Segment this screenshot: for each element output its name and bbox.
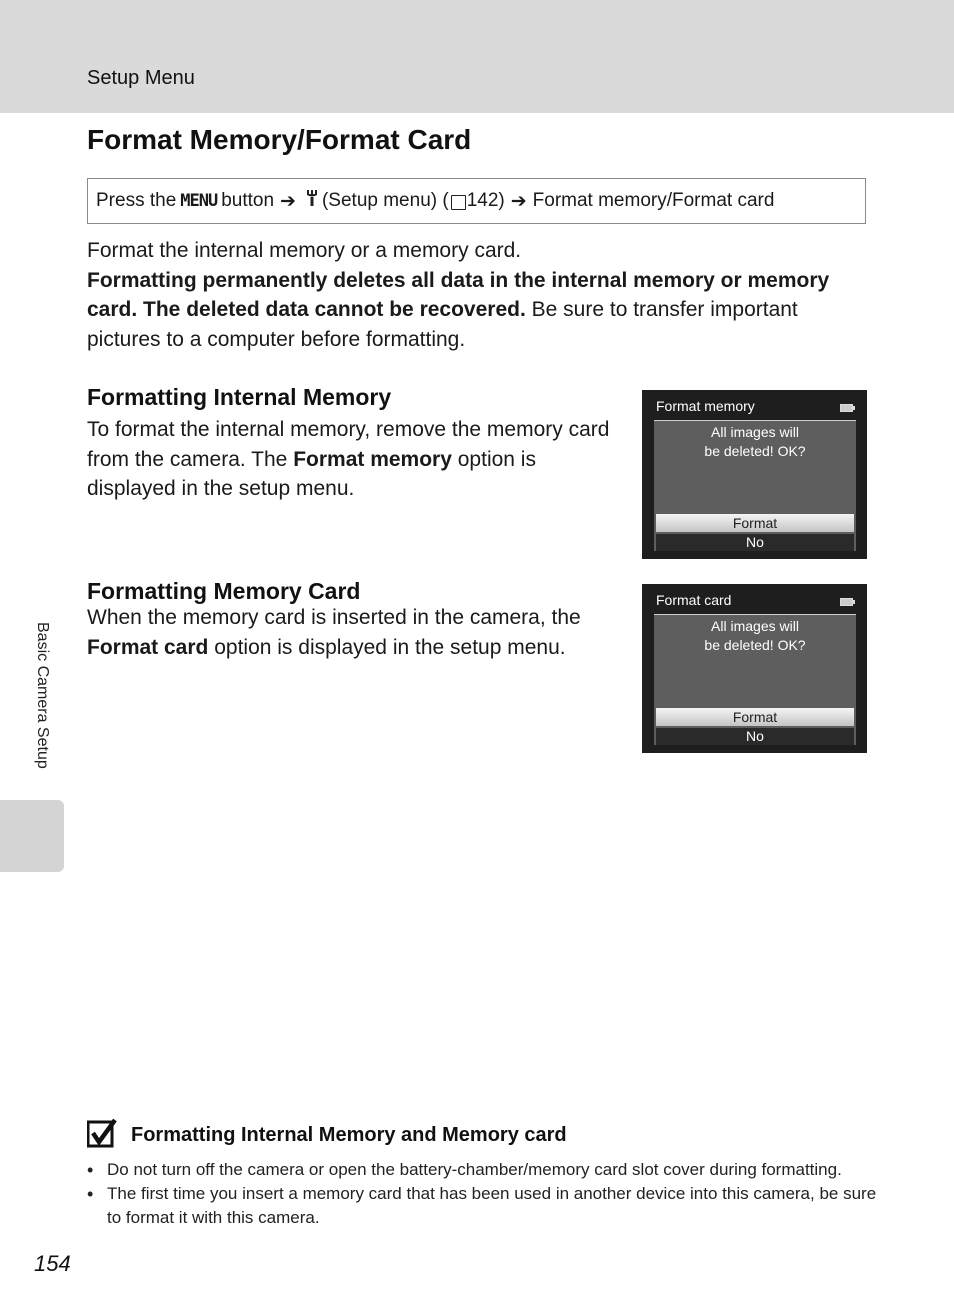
internal-text-bold: Format memory xyxy=(293,447,452,471)
note-list xyxy=(87,1158,877,1230)
memory-card-text xyxy=(87,603,617,662)
chapter-side-label: Basic Camera Setup xyxy=(34,622,51,769)
confirm-panel xyxy=(654,420,856,551)
header-band xyxy=(0,0,954,113)
format-option[interactable]: Format xyxy=(656,708,854,726)
no-option[interactable]: No xyxy=(656,728,854,745)
intro-warning: Formatting permanently deletes all data in the internal memory or memory card. The deleted data cannot be recovered. xyxy=(87,268,830,321)
nav-button-text: button xyxy=(221,190,275,211)
screen-title: Format card xyxy=(656,592,732,608)
confirm-message-line: All images will xyxy=(711,424,799,440)
arrow-right-icon: ➔ xyxy=(280,190,296,212)
memory-card-heading: Formatting Memory Card xyxy=(87,578,361,604)
arrow-right-icon: ➔ xyxy=(510,190,527,212)
format-option[interactable]: Format xyxy=(656,514,854,532)
nav-setup-menu-text: (Setup menu) ( xyxy=(321,190,449,211)
page-number: 154 xyxy=(34,1251,71,1276)
confirm-message xyxy=(654,617,856,655)
battery-icon xyxy=(840,598,853,606)
note-item: • The first time you insert a memory card that has been used in another device into this camera, be sure to format it with this camera. xyxy=(87,1182,877,1230)
card-text-after: option is displayed in the setup menu. xyxy=(208,635,566,659)
internal-text-before: To format the internal memory, remove the memory card from the camera. The xyxy=(87,418,610,471)
confirm-message-line: be deleted! OK? xyxy=(704,443,806,459)
page-reference-icon xyxy=(451,195,466,210)
confirm-message-line: All images will xyxy=(711,618,799,634)
note-item: • Do not turn off the camera or open the battery-chamber/memory card slot cover during formatting. xyxy=(87,1158,877,1182)
nav-target-text: Format memory/Format card xyxy=(532,190,775,211)
intro-paragraph xyxy=(87,236,847,354)
no-option[interactable]: No xyxy=(656,534,854,551)
card-text-bold: Format card xyxy=(87,635,209,659)
wrench-icon xyxy=(306,189,318,213)
menu-path-box xyxy=(87,178,866,224)
confirm-panel xyxy=(654,614,856,745)
format-memory-screen xyxy=(642,390,867,559)
confirm-message-line: be deleted! OK? xyxy=(704,637,806,653)
section-label: Setup Menu xyxy=(87,67,195,89)
intro-line: Format the internal memory or a memory card. xyxy=(87,239,522,262)
screen-title: Format memory xyxy=(656,398,755,414)
battery-icon xyxy=(840,404,853,412)
menu-button-icon: MENU xyxy=(180,191,218,211)
internal-memory-heading: Formatting Internal Memory xyxy=(87,384,392,410)
nav-press-text: Press the xyxy=(96,190,177,211)
chapter-tab xyxy=(0,800,64,872)
internal-text-after: option is displayed in the setup menu. xyxy=(87,447,536,500)
format-card-screen xyxy=(642,584,867,753)
internal-memory-text xyxy=(87,415,617,504)
page-title: Format Memory/Format Card xyxy=(87,124,472,155)
note-title: Formatting Internal Memory and Memory card xyxy=(131,1124,567,1146)
card-text-before: When the memory card is inserted in the camera, the xyxy=(87,606,581,629)
nav-page-ref: 142) xyxy=(466,190,505,211)
checkmark-note-icon xyxy=(87,1118,117,1148)
confirm-message xyxy=(654,423,856,461)
intro-rest: Be sure to transfer important pictures to a computer before formatting. xyxy=(87,298,798,351)
